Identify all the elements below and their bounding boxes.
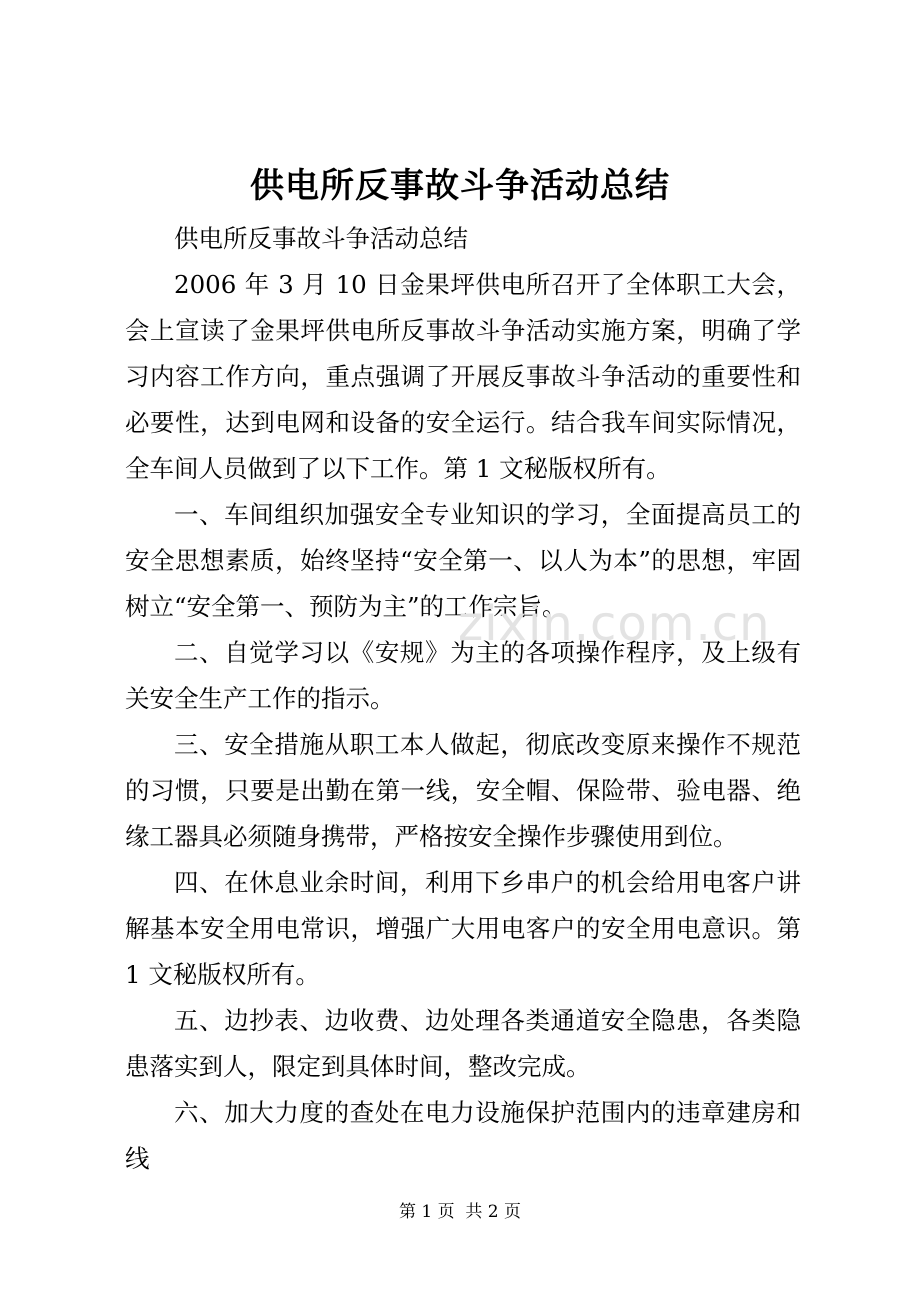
paragraph-item-2: 二、自觉学习以《安规》为主的各项操作程序，及上级有关安全生产工作的指示。: [125, 638, 801, 713]
paragraph-item-1: 一、车间组织加强安全专业知识的学习，全面提高员工的安全思想素质，始终坚持“安全第一、以人为本”的思想，牢固树立“安全第一、预防为主”的工作宗旨。: [125, 500, 801, 621]
paragraph-item-5: 五、边抄表、边收费、边处理各类通道安全隐患，各类隐患落实到人，限定到具体时间，整改完成。: [125, 1006, 801, 1081]
page-footer: 第 1 页 共 2 页: [398, 1202, 522, 1222]
document-title: 供电所反事故斗争活动总结: [250, 166, 670, 206]
paragraph-subtitle: 供电所反事故斗争活动总结: [174, 224, 468, 253]
paragraph-item-6: 六、加大力度的查处在电力设施保护范围内的违章建房和线: [125, 1098, 801, 1173]
watermark-text: zixin.com.cn: [458, 596, 771, 652]
paragraph-intro: 2006 年 3 月 10 日金果坪供电所召开了全体职工大会，会上宣读了金果坪供电所反事故斗争活动实施方案，明确了学习内容工作方向，重点强调了开展反事故斗争活动的重要性和必要性，达到电网和设备的安全运行。结合我车间实际情况，全车间人员做到了以下工作。第 1 文秘版权所有。: [125, 270, 801, 483]
document-body: [125, 216, 801, 1182]
paragraph-item-3: 三、安全措施从职工本人做起，彻底改变原来操作不规范的习惯，只要是出勤在第一线，安全帽、保险带、验电器、绝缘工器具必须随身携带，严格按安全操作步骤使用到位。: [125, 730, 801, 851]
paragraph-item-4: 四、在休息业余时间，利用下乡串户的机会给用电客户讲解基本安全用电常识，增强广大用电客户的安全用电意识。第 1 文秘版权所有。: [125, 868, 801, 989]
